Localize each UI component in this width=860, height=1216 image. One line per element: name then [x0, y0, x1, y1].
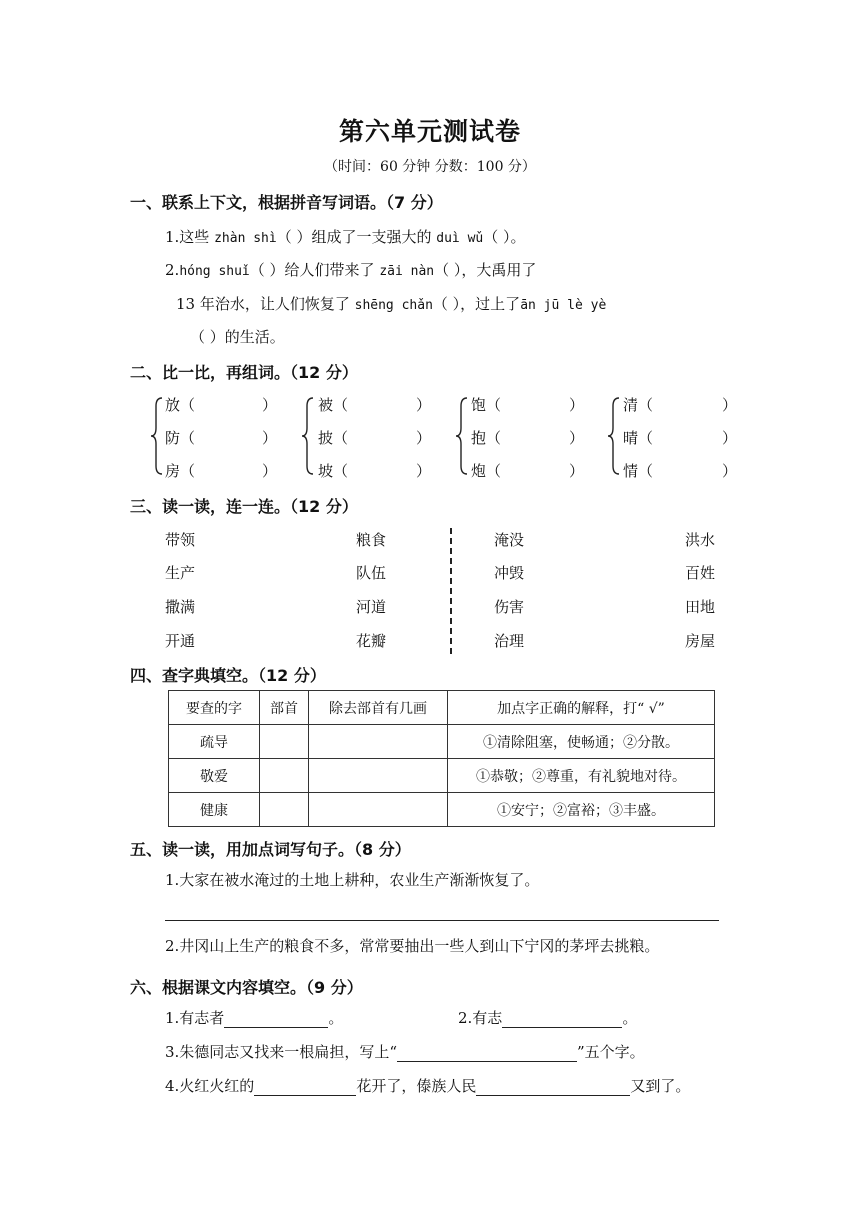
match-word-left[interactable]: 开通: [165, 632, 196, 650]
compare-word: 房（: [165, 462, 196, 480]
match-word-left[interactable]: 带领: [165, 531, 196, 549]
match-word-left[interactable]: 撒满: [165, 598, 196, 616]
text: 2.: [165, 261, 180, 279]
s6-q2: [458, 1007, 637, 1028]
text: 13 年治水，让人们恢复了: [176, 295, 355, 313]
compare-word: 饱（: [471, 396, 502, 414]
compare-word: 晴（: [623, 429, 654, 447]
text: 花开了，傣族人民: [356, 1077, 477, 1095]
section-4-heading: 四、查字典填空。（12 分）: [130, 666, 326, 685]
s5-question-1: 1.大家在被水淹过的土地上耕种，农业生产渐渐恢复了。: [165, 871, 540, 889]
compare-word: 清（: [623, 396, 654, 414]
paren-close: ）: [569, 396, 585, 414]
pinyin: duì wǔ: [436, 231, 484, 246]
text: 1.有志者: [165, 1009, 225, 1027]
s5-question-2: 2.井冈山上生产的粮食不多，常常要抽出一些人到山下宁冈的茅坪去挑粮。: [165, 937, 660, 955]
match-word-left[interactable]: 冲毁: [494, 564, 525, 582]
match-word-left[interactable]: 治理: [494, 632, 525, 650]
fill-blank[interactable]: [397, 1044, 577, 1062]
compare-word: 炮（: [471, 462, 502, 480]
compare-word: 防（: [165, 429, 196, 447]
match-word-left[interactable]: 伤害: [494, 598, 525, 616]
match-word-right[interactable]: 队伍: [356, 564, 387, 582]
compare-word: 情（: [623, 462, 654, 480]
pinyin: ān jū lè yè: [520, 298, 607, 313]
section-5-heading: 五、读一读，用加点词写句子。（8 分）: [130, 840, 411, 859]
col-header: 加点字正确的解释，打“ √”: [448, 691, 715, 725]
word-text: 健康: [200, 802, 228, 819]
paren-close: ）: [416, 429, 432, 447]
paren-close: ）: [416, 396, 432, 414]
meaning-cell[interactable]: ①清除阻塞，使畅通；②分散。: [448, 725, 715, 759]
paren-close: ）: [262, 396, 278, 414]
match-word-left[interactable]: 生产: [165, 564, 196, 582]
fill-blank[interactable]: [254, 1078, 356, 1096]
brace-3: [455, 396, 469, 476]
pinyin: zāi nàn: [379, 264, 435, 279]
s1-line-3: [176, 293, 606, 314]
table-row: [169, 725, 715, 759]
lookup-word: [169, 793, 260, 827]
text: 。: [622, 1009, 638, 1027]
strokes-cell[interactable]: [309, 793, 448, 827]
paren-close: ）: [722, 462, 738, 480]
text: 又到了。: [630, 1077, 691, 1095]
text: 1.这些: [165, 228, 215, 246]
page-title: 第六单元测试卷: [338, 117, 521, 146]
paren-close: ）: [722, 429, 738, 447]
compare-word: 坡（: [318, 462, 349, 480]
dictionary-table: [168, 690, 715, 827]
compare-word: 放（: [165, 396, 196, 414]
section-1-heading: 一、联系上下文，根据拼音写词语。（7 分）: [130, 193, 443, 212]
page-subtitle: （时间：60 分钟 分数：100 分）: [324, 159, 536, 175]
pinyin: zhàn shì: [214, 231, 277, 246]
word-text: 疏导: [200, 734, 228, 751]
paren-close: ）: [569, 429, 585, 447]
text: （ ）组成了一支强大的: [276, 228, 437, 246]
match-word-right[interactable]: 河道: [356, 598, 387, 616]
table-row: [169, 793, 715, 827]
pinyin: hóng shuǐ: [179, 264, 250, 279]
paren-close: ）: [416, 462, 432, 480]
lookup-word: [169, 759, 260, 793]
strokes-cell[interactable]: [309, 725, 448, 759]
compare-word: 被（: [318, 396, 349, 414]
paren-close: ）: [262, 462, 278, 480]
table-header-row: [169, 691, 715, 725]
compare-word: 披（: [318, 429, 349, 447]
text: （ ），大禹用了: [434, 261, 537, 279]
paren-close: ）: [722, 396, 738, 414]
section-6-heading: 六、根据课文内容填空。（9 分）: [130, 978, 363, 997]
text: （ ）。: [483, 228, 526, 246]
pinyin: shēng chǎn: [354, 298, 433, 313]
brace-4: [607, 396, 621, 476]
divider-dashed: [450, 528, 452, 654]
match-word-right[interactable]: 百姓: [685, 564, 716, 582]
s6-q4: [165, 1075, 690, 1096]
s6-q1: [165, 1007, 343, 1028]
paren-close: ）: [569, 462, 585, 480]
col-header: 部首: [260, 691, 309, 725]
text: 2.有志: [458, 1009, 503, 1027]
match-word-left[interactable]: 淹没: [494, 531, 525, 549]
match-word-right[interactable]: 粮食: [356, 531, 387, 549]
s1-line-1: [165, 226, 526, 247]
paren-close: ）: [262, 429, 278, 447]
radical-cell[interactable]: [260, 725, 309, 759]
radical-cell[interactable]: [260, 759, 309, 793]
match-word-right[interactable]: 房屋: [685, 632, 716, 650]
match-word-right[interactable]: 田地: [685, 598, 716, 616]
table-row: [169, 759, 715, 793]
brace-2: [301, 396, 315, 476]
compare-word: 抱（: [471, 429, 502, 447]
col-header: 除去部首有几画: [309, 691, 448, 725]
fill-blank[interactable]: [476, 1078, 630, 1096]
s1-line-2: [165, 259, 536, 280]
meaning-cell[interactable]: ①恭敬；②尊重，有礼貌地对待。: [448, 759, 715, 793]
s6-q3: [165, 1041, 645, 1062]
fill-blank[interactable]: [224, 1010, 328, 1028]
radical-cell[interactable]: [260, 793, 309, 827]
text: ”五个字。: [576, 1043, 645, 1061]
text: （ ）给人们带来了: [249, 261, 380, 279]
lookup-word: [169, 725, 260, 759]
answer-line[interactable]: [165, 920, 719, 921]
text: 3.朱德同志又找来一根扁担，写上“: [165, 1043, 397, 1061]
section-3-heading: 三、读一读，连一连。（12 分）: [130, 497, 358, 516]
text: 。: [328, 1009, 344, 1027]
strokes-cell[interactable]: [309, 759, 448, 793]
text: 4.火红火红的: [165, 1077, 255, 1095]
match-word-right[interactable]: 花瓣: [356, 632, 387, 650]
fill-blank[interactable]: [502, 1010, 622, 1028]
brace-1: [150, 396, 164, 476]
col-header: 要查的字: [169, 691, 260, 725]
text: （ ），过上了: [432, 295, 521, 313]
match-word-right[interactable]: 洪水: [685, 531, 716, 549]
s1-line-4: （ ）的生活。: [190, 328, 285, 346]
section-2-heading: 二、比一比，再组词。（12 分）: [130, 363, 358, 382]
meaning-cell[interactable]: ①安宁；②富裕；③丰盛。: [448, 793, 715, 827]
word-text: 敬爱: [200, 768, 228, 785]
